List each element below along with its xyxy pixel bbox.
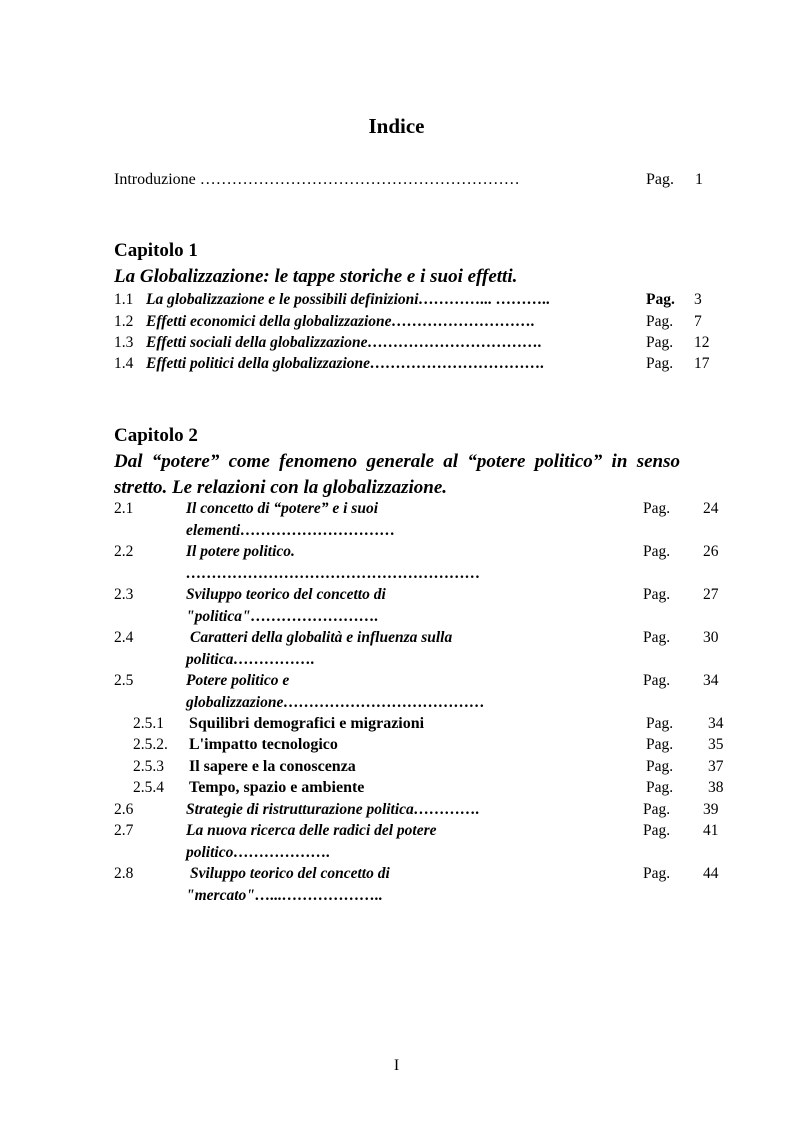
toc-entry-title: Il concetto di “potere” e i suoi xyxy=(186,500,379,517)
chapter-1-subtitle: La Globalizzazione: le tappe storiche e i suoi effetti. xyxy=(114,266,518,287)
chapter-2-heading: Capitolo 2 xyxy=(114,425,198,446)
toc-entry-title: La globalizzazione e le possibili definizioni…………... ……….. xyxy=(146,291,551,308)
toc-pag-label: Pag. xyxy=(646,758,674,775)
page-number-footer: I xyxy=(393,1057,400,1074)
toc-entry-title: Effetti economici della globalizzazione………………………. xyxy=(146,313,535,330)
toc-pag-label: Pag. xyxy=(646,171,674,188)
toc-page-number: 44 xyxy=(703,865,719,882)
toc-entry-title-continued: elementi………………………… xyxy=(186,522,396,539)
toc-entry-number: 2.7 xyxy=(114,822,134,839)
toc-page-number: 17 xyxy=(694,355,710,372)
toc-pag-label: Pag. xyxy=(643,822,671,839)
toc-pag-label: Pag. xyxy=(643,543,671,560)
toc-entry-title: Caratteri della globalità e influenza sulla xyxy=(190,629,453,646)
toc-page-number: 12 xyxy=(694,334,710,351)
toc-subentry-number: 2.5.1 xyxy=(133,715,164,732)
toc-entry-number: 1.1 xyxy=(114,291,134,308)
toc-entry-title-continued: "politica"……………………. xyxy=(186,608,379,625)
toc-page-number: 41 xyxy=(703,822,719,839)
toc-entry-number: 1.4 xyxy=(114,355,134,372)
toc-subentry-title: L'impatto tecnologico xyxy=(189,736,338,753)
toc-entry-number: 2.2 xyxy=(114,543,134,560)
toc-pag-label: Pag. xyxy=(643,865,671,882)
toc-pag-label: Pag. xyxy=(646,736,674,753)
toc-page-number: 3 xyxy=(694,291,702,308)
toc-pag-label: Pag. xyxy=(646,779,674,796)
toc-entry-title-continued: ………………………………………………… xyxy=(186,565,481,582)
toc-pag-label: Pag. xyxy=(646,291,675,308)
toc-pag-label: Pag. xyxy=(643,629,671,646)
toc-entry-title: Sviluppo teorico del concetto di xyxy=(186,586,386,603)
toc-subentry-title: Il sapere e la conoscenza xyxy=(189,758,356,775)
toc-subentry-number: 2.5.2. xyxy=(133,736,168,753)
toc-subentry-title: Squilibri demografici e migrazioni xyxy=(189,715,425,732)
toc-entry-number: 1.2 xyxy=(114,313,134,330)
toc-entry-title: Effetti sociali della globalizzazione……………………………. xyxy=(146,334,542,351)
toc-entry-number: 2.4 xyxy=(114,629,134,646)
toc-pag-label: Pag. xyxy=(646,313,674,330)
chapter-1-heading: Capitolo 1 xyxy=(114,240,198,261)
toc-page-number: 37 xyxy=(708,758,724,775)
toc-page-number: 38 xyxy=(708,779,724,796)
toc-entry-title-continued: politico………………. xyxy=(186,844,331,861)
toc-pag-label: Pag. xyxy=(646,334,674,351)
toc-subentry-number: 2.5.3 xyxy=(133,758,164,775)
toc-page-number: 30 xyxy=(703,629,719,646)
toc-page-number: 39 xyxy=(703,801,719,818)
toc-subentry-title: Tempo, spazio e ambiente xyxy=(189,779,365,796)
toc-dots: …………………………………………………… xyxy=(199,171,520,188)
toc-entry-title: Effetti politici della globalizzazione……………………………. xyxy=(146,355,545,372)
toc-entry-title: Sviluppo teorico del concetto di xyxy=(190,865,390,882)
chapter-2-subtitle: Dal “potere” come fenomeno generale al “potere politico” in senso stretto. Le relazioni con la globalizzazione. xyxy=(114,451,680,498)
toc-entry-title: Strategie di ristrutturazione politica…………. xyxy=(186,801,480,818)
toc-page-number: 34 xyxy=(708,715,724,732)
toc-entry-title-continued: globalizzazione………………………………… xyxy=(186,694,485,711)
toc-page-number: 26 xyxy=(703,543,719,560)
toc-entry-title-continued: "mercato"…...……………….. xyxy=(186,887,383,904)
toc-entry-title: La nuova ricerca delle radici del potere xyxy=(186,822,437,839)
toc-entry-title: Il potere politico. xyxy=(186,543,295,560)
toc-entry-number: 2.1 xyxy=(114,500,134,517)
page-title: Indice xyxy=(368,114,425,138)
toc-entry-number: 2.5 xyxy=(114,672,134,689)
toc-entry-title-continued: politica……………. xyxy=(186,651,315,668)
toc-page-number: 27 xyxy=(703,586,719,603)
toc-pag-label: Pag. xyxy=(646,355,674,372)
toc-pag-label: Pag. xyxy=(643,500,671,517)
toc-page-number: 7 xyxy=(694,313,702,330)
toc-entry-number: 1.3 xyxy=(114,334,134,351)
toc-entry-number: 2.8 xyxy=(114,865,134,882)
toc-pag-label: Pag. xyxy=(643,586,671,603)
toc-entry-introduzione xyxy=(114,171,520,189)
toc-pag-label: Pag. xyxy=(643,672,671,689)
toc-entry-title: Potere politico e xyxy=(186,672,290,689)
toc-subentry-number: 2.5.4 xyxy=(133,779,164,796)
toc-entry-number: 2.3 xyxy=(114,586,134,603)
toc-page-number: 34 xyxy=(703,672,719,689)
toc-page-number: 1 xyxy=(695,171,703,188)
toc-page-number: 24 xyxy=(703,500,719,517)
toc-pag-label: Pag. xyxy=(646,715,674,732)
toc-entry-number: 2.6 xyxy=(114,801,134,818)
toc-pag-label: Pag. xyxy=(643,801,671,818)
toc-page-number: 35 xyxy=(708,736,724,753)
toc-label: Introduzione xyxy=(114,171,196,188)
